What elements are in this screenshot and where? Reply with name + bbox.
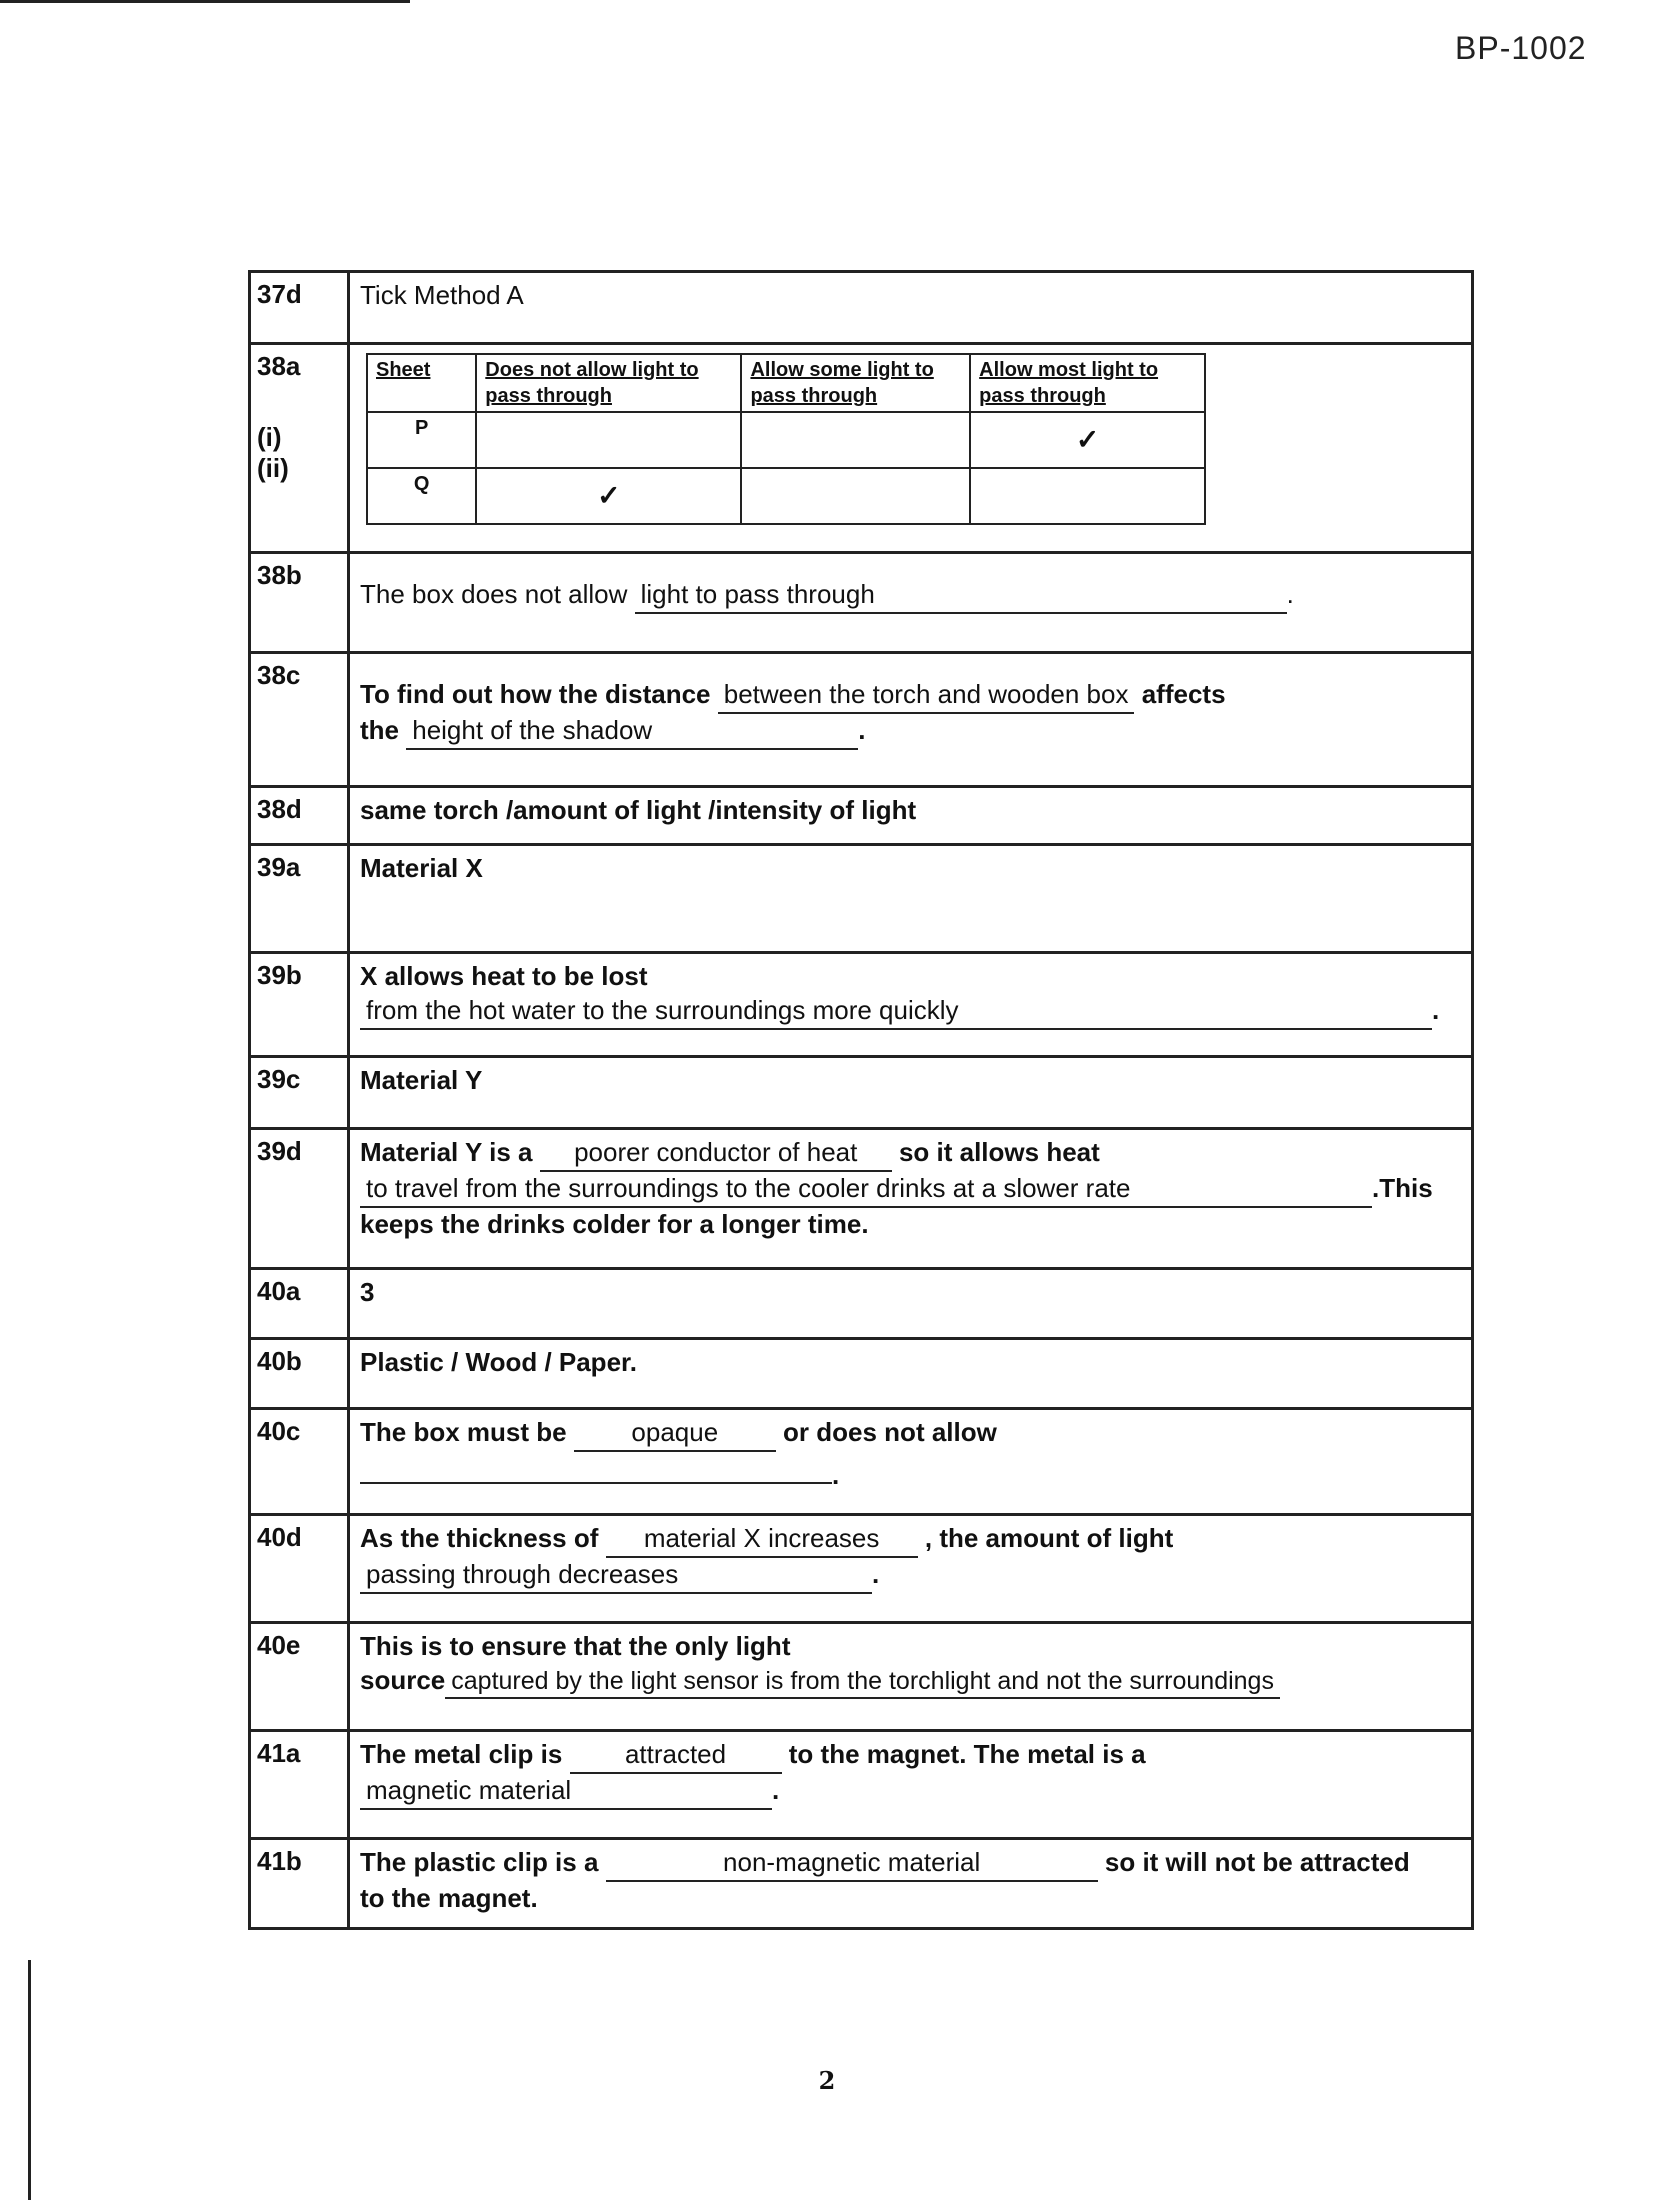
answer-text: keeps the drinks colder for a longer time. <box>360 1208 869 1239</box>
question-number-cell <box>250 344 349 553</box>
table-row <box>250 1515 1473 1623</box>
question-number: 37d <box>250 272 349 344</box>
question-number: 40e <box>250 1623 349 1731</box>
empty-cell <box>970 468 1205 524</box>
filled-answer: between the torch and wooden box <box>718 678 1135 714</box>
answer-text: Material Y <box>349 1057 1473 1129</box>
blank-line <box>360 1452 832 1484</box>
sub-label: (i) <box>257 422 282 452</box>
tick-mark: ✓ <box>970 412 1205 468</box>
filled-answer: passing through decreases <box>360 1558 872 1594</box>
table-row <box>250 787 1473 845</box>
tick-mark: ✓ <box>476 468 741 524</box>
answer-text: The box does not allow <box>360 579 628 609</box>
sheet-header: Sheet <box>367 354 476 412</box>
filled-answer: opaque <box>574 1416 776 1452</box>
question-number: 39d <box>250 1129 349 1269</box>
answer-cell <box>349 1515 1473 1623</box>
sheet-p-label: P <box>367 412 476 468</box>
filled-answer: poorer conductor of heat <box>540 1136 892 1172</box>
answer-text: .This <box>1372 1172 1433 1203</box>
answer-text: the <box>360 714 399 745</box>
answer-text: . <box>872 1558 880 1589</box>
table-row <box>250 1409 1473 1515</box>
table-row <box>250 272 1473 344</box>
table-row <box>250 1731 1473 1839</box>
answer-text: so it allows heat <box>898 1137 1100 1167</box>
question-number: 40d <box>250 1515 349 1623</box>
question-number: 38a <box>257 351 301 381</box>
answer-cell <box>349 953 1473 1057</box>
answer-text: The box must be <box>360 1417 567 1447</box>
filled-answer: from the hot water to the surroundings more quickly <box>360 994 1432 1030</box>
answer-text: The metal clip is <box>360 1739 563 1769</box>
answer-text: . <box>858 714 866 745</box>
filled-answer: attracted <box>570 1738 782 1774</box>
filled-answer: height of the shadow <box>406 714 858 750</box>
sheet-table <box>366 353 1206 525</box>
question-number: 38d <box>250 787 349 845</box>
most-light-header: Allow most light to pass through <box>970 354 1205 412</box>
answer-cell <box>349 553 1473 653</box>
answer-text: Tick Method A <box>360 280 524 310</box>
table-row <box>250 845 1473 953</box>
table-row <box>250 1339 1473 1409</box>
question-number: 40b <box>250 1339 349 1409</box>
answer-text: or does not allow <box>783 1417 997 1447</box>
answer-text: Material Y is a <box>360 1137 533 1167</box>
empty-cell <box>476 412 741 468</box>
table-row <box>250 953 1473 1057</box>
answer-cell <box>349 1839 1473 1929</box>
answer-cell <box>349 1409 1473 1515</box>
table-row <box>250 1269 1473 1339</box>
question-number: 38b <box>250 553 349 653</box>
table-row <box>250 553 1473 653</box>
question-number: 38c <box>250 653 349 787</box>
answer-text: , the amount of light <box>924 1523 1174 1553</box>
answer-text: . <box>832 1459 840 1490</box>
table-row <box>250 1623 1473 1731</box>
answer-cell <box>349 272 1473 344</box>
question-number: 41a <box>250 1731 349 1839</box>
question-number: 40c <box>250 1409 349 1515</box>
sub-label: (ii) <box>257 453 289 483</box>
answer-cell <box>349 1731 1473 1839</box>
no-light-header: Does not allow light to pass through <box>476 354 741 412</box>
answer-text: . <box>1286 579 1294 609</box>
answer-text: affects <box>1141 679 1226 709</box>
answer-text: X allows heat to be lost <box>360 961 648 991</box>
answer-text: 3 <box>349 1269 1473 1339</box>
filled-answer: non-magnetic material <box>606 1846 1098 1882</box>
answer-text: to the magnet. The metal is a <box>788 1739 1146 1769</box>
question-number: 39b <box>250 953 349 1057</box>
answer-text: same torch /amount of light /intensity of light <box>349 787 1473 845</box>
table-row <box>250 1129 1473 1269</box>
answer-text: Plastic / Wood / Paper. <box>349 1339 1473 1409</box>
table-row <box>250 1839 1473 1929</box>
sheet-q-label: Q <box>367 468 476 524</box>
answer-cell <box>349 653 1473 787</box>
answer-text: source <box>360 1664 446 1695</box>
filled-answer: material X increases <box>606 1522 918 1558</box>
filled-answer: captured by the light sensor is from the torchlight and not the surroundings <box>445 1665 1280 1700</box>
filled-answer: light to pass through <box>635 578 1287 614</box>
page-number: 2 <box>818 2066 836 2095</box>
top-edge-line <box>0 0 410 3</box>
table-row <box>250 344 1473 553</box>
answer-text: . <box>1432 994 1440 1025</box>
answer-text: Material X <box>349 845 1473 953</box>
answer-cell <box>349 1129 1473 1269</box>
filled-answer: to travel from the surroundings to the cooler drinks at a slower rate <box>360 1172 1372 1208</box>
table-row <box>250 653 1473 787</box>
answer-cell <box>349 344 1473 553</box>
question-number: 41b <box>250 1839 349 1929</box>
question-number: 39c <box>250 1057 349 1129</box>
answer-key-table <box>248 270 1474 1930</box>
empty-cell <box>741 412 970 468</box>
filled-answer: magnetic material <box>360 1774 772 1810</box>
some-light-header: Allow some light to pass through <box>741 354 970 412</box>
answer-text: As the thickness of <box>360 1523 599 1553</box>
table-row <box>250 1057 1473 1129</box>
answer-text: This is to ensure that the only light <box>360 1631 791 1661</box>
answer-text: To find out how the distance <box>360 679 711 709</box>
answer-text: so it will not be attracted <box>1104 1847 1410 1877</box>
answer-text: . <box>772 1774 780 1805</box>
answer-text: to the magnet. <box>360 1882 538 1913</box>
document-code: BP-1002 <box>1455 30 1587 66</box>
answer-text: The plastic clip is a <box>360 1847 599 1877</box>
empty-cell <box>741 468 970 524</box>
answer-cell <box>349 1623 1473 1731</box>
question-number: 39a <box>250 845 349 953</box>
question-number: 40a <box>250 1269 349 1339</box>
